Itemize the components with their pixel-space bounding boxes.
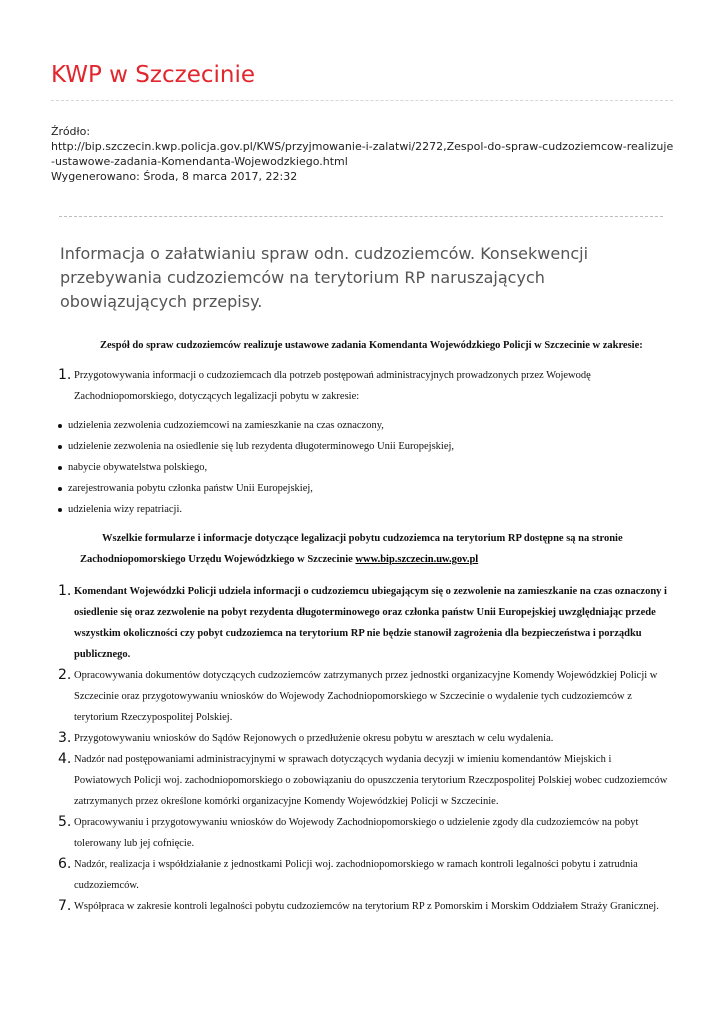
list-item xyxy=(58,365,668,407)
bullet-item xyxy=(58,499,668,520)
list-item-text: Komendant Wojewódzki Policji udziela informacji o cudzoziemcu ubiegającym się o zezwolenie na zamieszkanie na czas oznaczony i osiedlenie się oraz zezwolenie na pobyt rezydenta długoterminowego oraz członka państw Unii Europejskiej uwzględniając przede wszystkim okoliczności czy pobyt cudzoziemca na terytorium RP nie będzie stanowił zagrożenia dla bezpieczeństwa i porządku publicznego. xyxy=(74,586,667,660)
article-body xyxy=(58,335,668,917)
bullet-item xyxy=(58,415,668,436)
list-item-text: Przygotowywania informacji o cudzoziemcach dla potrzeb postępowań administracyjnych prowadzonych przez Wojewodę Zachodniopomorskiego, dotyczących legalizacji pobytu w zakresie: xyxy=(74,370,591,402)
list-number: 1. xyxy=(58,367,72,383)
bip-link[interactable]: www.bip.szczecin.uw.gov.pl xyxy=(355,554,479,565)
forms-note xyxy=(58,528,668,570)
bullet-dot-icon xyxy=(58,508,62,512)
list-item-text: Nadzór nad postępowaniami administracyjnymi w sprawach dotyczących wydania decyzji w imieniu komendantów Miejskich i Powiatowych Policji woj. zachodniopomorskiego o zobowiązaniu do opuszczenia terytorium Rzeczpospolitej Polskiej wobec cudzoziemców zatrzymanych przez określone komórki organizacyjne Komendy Wojewódzkiej Policji w Szczecinie. xyxy=(74,754,668,807)
list-item xyxy=(58,728,668,749)
list-item xyxy=(58,812,668,854)
bullet-item xyxy=(58,457,668,478)
list-number: 6. xyxy=(58,856,72,872)
source-url[interactable]: http://bip.szczecin.kwp.policja.gov.pl/KWS/przyjmowanie-i-zalatwi/2272,Zespol-do-spraw-cudzoziemcow-realizuje-ustawowe-zadania-Komendanta-Wojewodzkiego.html xyxy=(51,140,674,168)
bullet-text: udzielenia zezwolenia cudzoziemcowi na zamieszkanie na czas oznaczony, xyxy=(68,420,384,431)
list-item-text: Opracowywania dokumentów dotyczących cudzoziemców zatrzymanych przez jednostki organizacyjne Komendy Wojewódzkiej Policji w Szczecinie oraz przygotowywaniu wniosków do Wojewody Zachodniopomorskiego w Szczecinie o wydalenie tych cudzoziemców z terytorium Rzeczypospolitej Polskiej. xyxy=(74,670,658,723)
bullet-item xyxy=(58,478,668,499)
list-number: 5. xyxy=(58,814,72,830)
list-number: 1. xyxy=(58,583,72,599)
bullet-text: udzielenia wizy repatriacji. xyxy=(68,504,182,515)
second-ordered-list xyxy=(58,581,668,917)
site-title: KWP w Szczecinie xyxy=(51,62,256,88)
bullet-dot-icon xyxy=(58,424,62,428)
intro-paragraph: Zespół do spraw cudzoziemców realizuje ustawowe zadania Komendanta Wojewódzkiego Policji w Szczecinie w zakresie: xyxy=(100,340,643,351)
article-heading: Informacja o załatwianiu spraw odn. cudzoziemców. Konsekwencji przebywania cudzoziemców na terytorium RP naruszających obowiązujących przepisy. xyxy=(60,244,589,311)
list-item xyxy=(58,665,668,728)
source-meta xyxy=(51,124,675,184)
bullet-dot-icon xyxy=(58,466,62,470)
first-ordered-list xyxy=(58,365,668,407)
list-number: 7. xyxy=(58,898,72,914)
forms-note-text: Wszelkie formularze i informacje dotyczące legalizacji pobytu cudzoziemca na terytorium RP dostępne są na stronie Zachodniopomorskiego Urzędu Wojewódzkiego w Szczecinie xyxy=(80,533,623,565)
generated-date: Wygenerowano: Środa, 8 marca 2017, 22:32 xyxy=(51,170,298,183)
source-label: Źródło: xyxy=(51,125,91,138)
bullet-dot-icon xyxy=(58,445,62,449)
bullet-text: udzielenie zezwolenia na osiedlenie się lub rezydenta długoterminowego Unii Europejskiej, xyxy=(68,441,455,452)
bullet-item xyxy=(58,436,668,457)
list-number: 3. xyxy=(58,730,72,746)
list-number: 2. xyxy=(58,667,72,683)
bullet-list xyxy=(58,415,668,520)
list-item xyxy=(58,854,668,896)
header-divider xyxy=(51,100,673,101)
bullet-text: nabycie obywatelstwa polskiego, xyxy=(68,462,208,473)
list-item-text: Opracowywaniu i przygotowywaniu wniosków do Wojewody Zachodniopomorskiego o udzielenie zgody dla cudzoziemców na pobyt tolerowany lub jej cofnięcie. xyxy=(74,817,639,849)
bullet-text: zarejestrowania pobytu członka państw Unii Europejskiej, xyxy=(68,483,313,494)
section-divider xyxy=(59,216,663,217)
bullet-dot-icon xyxy=(58,487,62,491)
list-number: 4. xyxy=(58,751,72,767)
list-item-text: Współpraca w zakresie kontroli legalności pobytu cudzoziemców na terytorium RP z Pomorskim i Morskim Oddziałem Straży Granicznej. xyxy=(74,901,659,912)
list-item xyxy=(58,896,668,917)
list-item-text: Przygotowywaniu wniosków do Sądów Rejonowych o przedłużenie okresu pobytu w aresztach w celu wydalenia. xyxy=(74,733,554,744)
list-item xyxy=(58,749,668,812)
list-item-text: Nadzór, realizacja i współdziałanie z jednostkami Policji woj. zachodniopomorskiego w ramach kontroli legalności pobytu i zatrudnia cudzoziemców. xyxy=(74,859,638,891)
list-item xyxy=(58,581,668,665)
